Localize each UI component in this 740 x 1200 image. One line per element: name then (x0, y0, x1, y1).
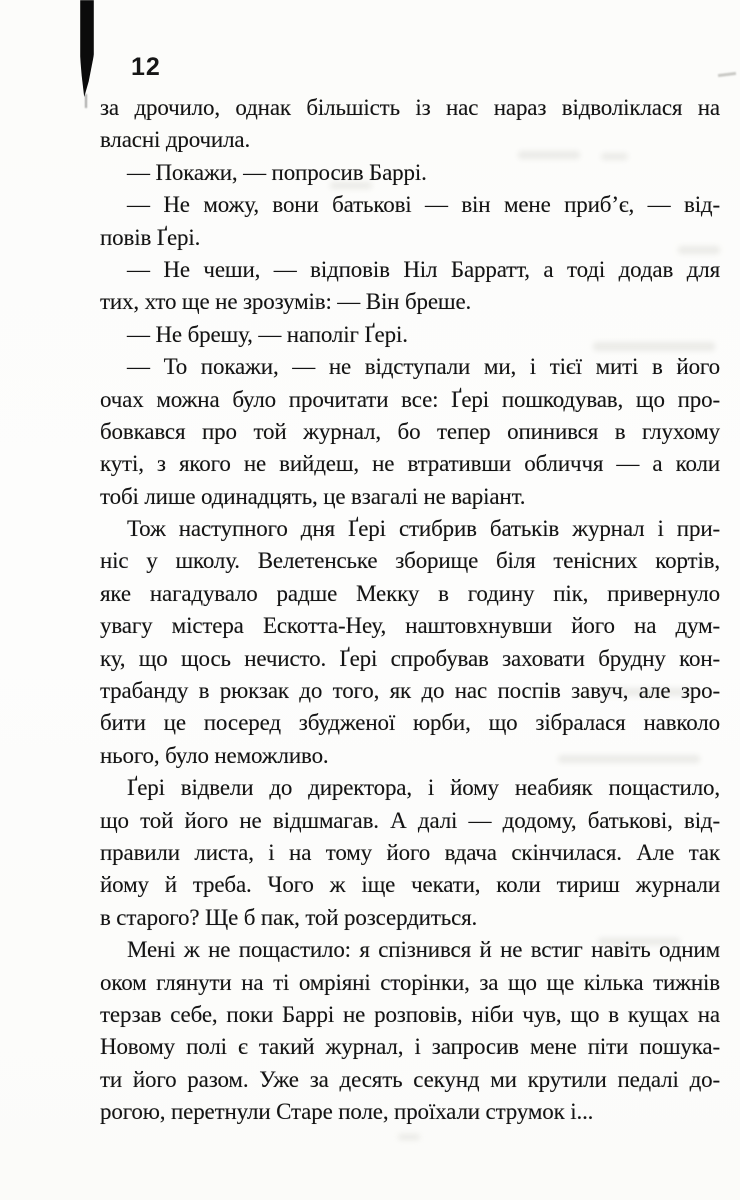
text-line: бити це посеред збудженої юрби, що зібралася навколо (100, 710, 720, 736)
paragraph (100, 319, 720, 351)
text-line: увагу містера Ескотта-Неу, наштовхнувши його на дум- (100, 613, 720, 639)
text-line: бовкався про той журнал, бо тепер опинився в глухому (100, 418, 720, 444)
text-line: Ґері відвели до директора, і йому неабияк пощастило, (127, 775, 720, 801)
text-line: тих, хто ще не зрозумів: — Він бреше. (100, 289, 472, 315)
text-line: в старого? Ще б пак, той розсердиться. (100, 904, 478, 930)
text-line: терзав себе, поки Баррі не розповів, ніби чув, що в кущах на (100, 1001, 720, 1027)
text-line: рогою, перетнули Старе поле, проїхали струмок і... (100, 1099, 594, 1125)
text-line: — Не чеши, — відповів Ніл Барратт, а тоді додав для (127, 256, 720, 282)
paragraph (100, 157, 720, 189)
text-line: очах можна було прочитати все: Ґері пошкодував, що про- (100, 386, 720, 412)
paragraph (100, 934, 720, 1128)
text-line: за дрочило, однак більшість із нас нараз відволіклася на (100, 95, 720, 120)
paragraph (100, 189, 720, 254)
paragraph (100, 513, 720, 772)
text-line: Тож наступного дня Ґері стибрив батьків журнал і при- (127, 516, 720, 542)
book-spine-shadow-tail (85, 94, 87, 108)
text-line: нього, було неможливо. (100, 742, 329, 768)
text-line: повів Ґері. (100, 224, 201, 250)
paragraph (100, 92, 720, 157)
text-line: — Не можу, вони батькові — він мене приб’є, — від- (127, 192, 720, 218)
bleedthrough-artifact (398, 1134, 420, 1140)
text-line: що той його не відшмагав. А далі — додому, батькові, від- (100, 807, 720, 833)
text-line: ніс у школу. Велетенське зборище біля тенісних кортів, (100, 548, 720, 574)
text-line: Мені ж не пощастило: я спізнився й не встиг навіть одним (127, 937, 720, 963)
text-line: куті, з якого не вийдеш, не втративши обличчя — а коли (100, 451, 720, 477)
scan-dash-artifact (718, 72, 736, 77)
text-line: правили листа, і на тому його вдача скінчилася. Але так (100, 839, 720, 865)
text-line: трабанду в рюкзак до того, як до нас поспів завуч, але зро- (100, 678, 720, 704)
text-line: ку, що щось нечисто. Ґері спробував заховати брудну кон- (100, 645, 720, 671)
book-spine-shadow (80, 0, 94, 97)
page-number: 12 (131, 53, 161, 81)
text-line: — То покажи, — не відступали ми, і тієї миті в його (127, 354, 720, 380)
text-line: — Покажи, — попросив Баррі. (127, 159, 427, 185)
paragraph (100, 351, 720, 513)
text-line: — Не брешу, — наполіг Ґері. (127, 321, 408, 347)
text-line: Новому полі є такий журнал, і запросив мене піти пошука- (100, 1034, 720, 1060)
text-line: власні дрочила. (100, 127, 251, 153)
text-line: ти його разом. Уже за десять секунд ми крутили педалі до- (100, 1066, 720, 1092)
paragraph (100, 772, 720, 934)
text-line: оком глянути на ті омріяні сторінки, за що ще кілька тижнів (100, 969, 720, 995)
body-text (100, 92, 720, 1129)
paragraph (100, 254, 720, 319)
text-line: тобі лише одинадцять, це взагалі не варіант. (100, 483, 526, 509)
text-line: яке нагадувало радше Мекку в годину пік, привернуло (100, 580, 720, 606)
text-line: йому й треба. Чого ж іще чекати, коли тириш журнали (100, 872, 720, 898)
